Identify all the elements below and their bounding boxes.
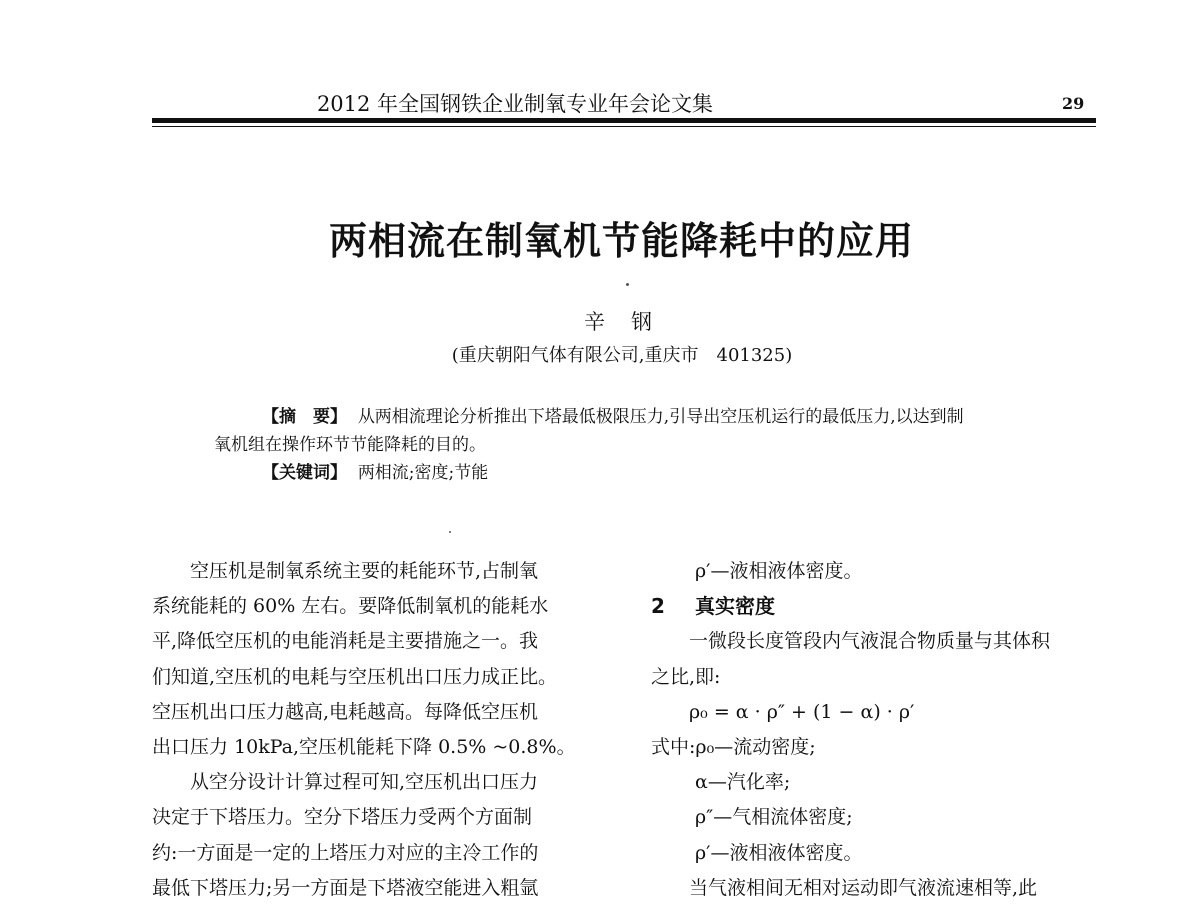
density-formula: ρ₀ = α · ρ″ + (1 − α) · ρ′ (689, 700, 915, 723)
body-line: 平,降低空压机的电能消耗是主要措施之一。我 (152, 630, 539, 653)
definition-liquid-density: ρ′—液相液体密度。 (695, 841, 863, 864)
author-affiliation: (重庆朝阳气体有限公司,重庆市 401325) (451, 345, 793, 366)
left-column (152, 554, 612, 906)
section-number: 2 (651, 594, 665, 619)
keywords-label: 【关键词】 (262, 463, 347, 483)
body-line: 们知道,空压机的电耗与空压机出口压力成正比。 (152, 665, 558, 688)
abstract-text-2: 氧机组在操作环节节能降耗的目的。 (214, 435, 486, 455)
body-line: 空压机出口压力越高,电耗越高。每降低空压机 (152, 700, 539, 723)
keywords-line (262, 458, 488, 488)
keywords-text: 两相流;密度;节能 (357, 463, 489, 483)
running-header-title: 2012 年全国钢铁企业制氧专业年会论文集 (316, 92, 714, 116)
body-line: 空压机是制氧系统主要的耗能环节,占制氧 (190, 560, 539, 582)
author-name: 辛钢 (584, 310, 678, 334)
abstract-line-1 (262, 402, 964, 432)
speck-dot (626, 283, 629, 286)
where-label: 式中:ρ₀—流动密度; (651, 736, 816, 759)
body-line: 约:一方面是一定的上塔压力对应的主冷工作的 (152, 841, 539, 864)
paper-title: 两相流在制氧机节能降耗中的应用 (328, 218, 914, 263)
header-rule-thin (152, 126, 1096, 127)
abstract-text-1: 从两相流理论分析推出下塔最低极限压力,引导出空压机运行的最低压力,以达到制 (357, 407, 964, 427)
right-column (651, 554, 1101, 906)
abstract-label: 【摘 要】 (262, 407, 347, 427)
page-number: 29 (1062, 94, 1085, 113)
speck-dot (449, 531, 451, 533)
body-line: 最低下塔压力;另一方面是下塔液空能进入粗氩 (152, 876, 539, 899)
definition-liquid-density-top: ρ′—液相液体密度。 (695, 560, 863, 582)
body-line: 决定于下塔压力。空分下塔压力受两个方面制 (152, 806, 533, 829)
body-line: 当气液相间无相对运动即气液流速相等,此 (689, 876, 1038, 899)
abstract-line-2 (214, 430, 486, 460)
body-line: 系统能耗的 60% 左右。要降低制氧机的能耗水 (152, 595, 549, 618)
body-line: 一微段长度管段内气液混合物质量与其体积 (689, 630, 1051, 653)
section-title: 真实密度 (695, 594, 775, 619)
body-line: 从空分设计计算过程可知,空压机出口压力 (190, 771, 539, 794)
body-line: 出口压力 10kPa,空压机能耗下降 0.5% ~0.8%。 (152, 736, 576, 759)
section-heading (651, 589, 1101, 624)
header-rule-thick (152, 118, 1096, 123)
body-line: 之比,即: (651, 665, 721, 688)
definition-gas-density: ρ″—气相流体密度; (695, 806, 853, 829)
definition-alpha: α—汽化率; (695, 771, 791, 794)
